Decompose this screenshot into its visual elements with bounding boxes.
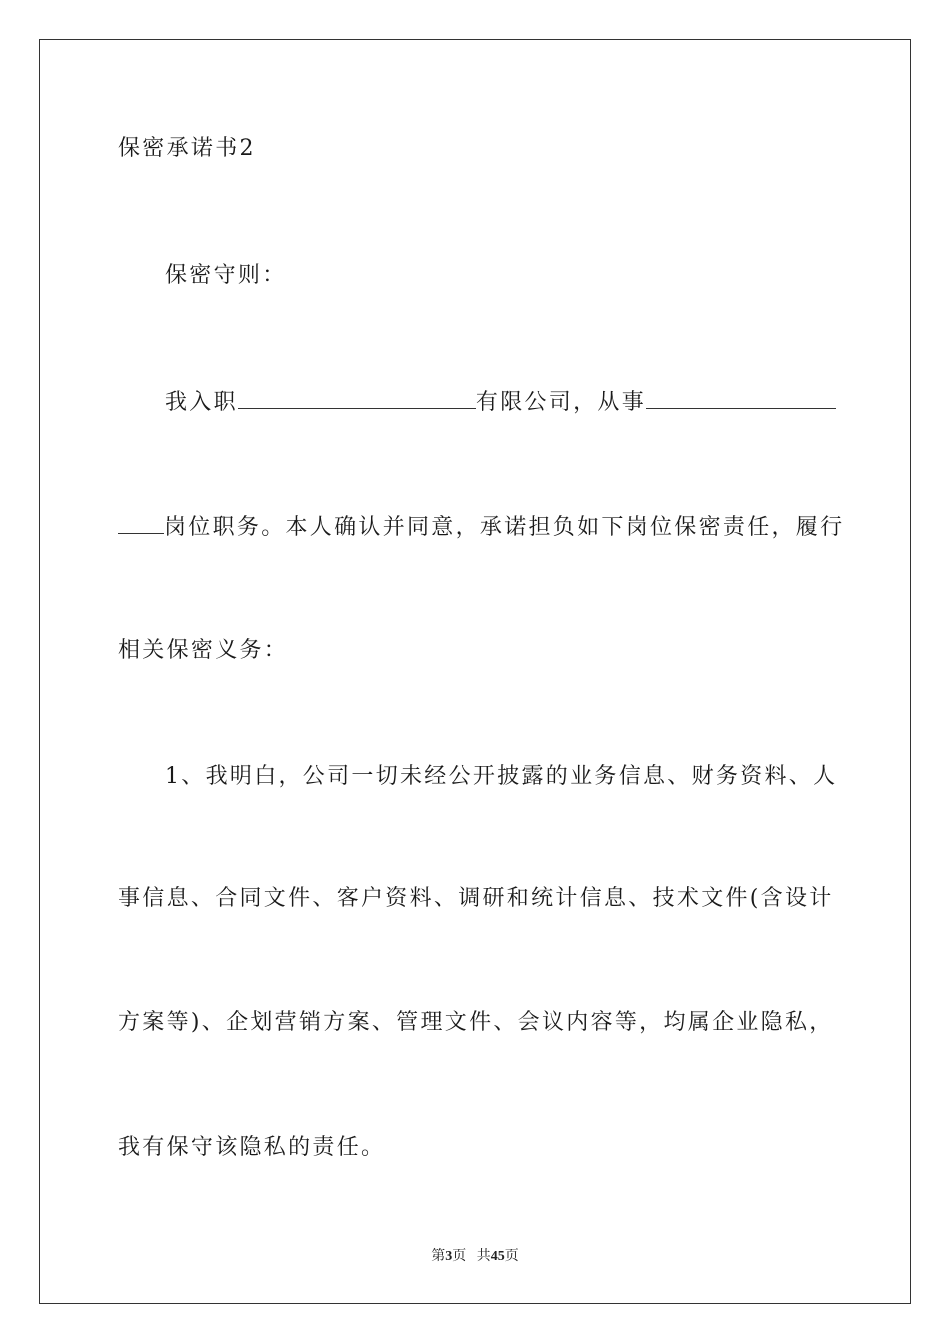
total-pages: 45 <box>490 1249 505 1264</box>
total-label-suffix: 页 <box>504 1249 519 1264</box>
document-title: 保密承诺书2 <box>118 136 256 161</box>
list-item-line: 1、我明白，公司一切未经公开披露的业务信息、财务资料、人 <box>165 764 838 789</box>
list-item-line: 方案等)、企划营销方案、管理文件、会议内容等，均属企业隐私， <box>118 1010 834 1035</box>
paragraph-line <box>165 386 836 418</box>
total-label-prefix: 共 <box>476 1249 491 1264</box>
list-item-line: 事信息、合同文件、客户资料、调研和统计信息、技术文件(含设计 <box>118 886 834 911</box>
list-item-line: 我有保守该隐私的责任。 <box>118 1135 386 1160</box>
paragraph-text: 岗位职务。本人确认并同意，承诺担负如下岗位保密责任，履行 <box>164 515 845 540</box>
position-blank-continued <box>118 511 164 534</box>
paragraph-line <box>118 511 844 543</box>
page-number: 3 <box>445 1249 453 1264</box>
paragraph-text: 有限公司，从事 <box>475 390 647 415</box>
company-name-blank <box>238 386 476 409</box>
page-label-prefix: 第 <box>431 1249 446 1264</box>
paragraph-text: 我入职 <box>165 390 238 415</box>
section-heading: 保密守则： <box>165 263 287 288</box>
position-blank <box>646 386 836 409</box>
page-footer <box>0 1248 950 1266</box>
paragraph-line: 相关保密义务： <box>118 638 289 663</box>
page-border <box>39 39 911 1304</box>
page-label-suffix: 页 <box>452 1249 467 1264</box>
